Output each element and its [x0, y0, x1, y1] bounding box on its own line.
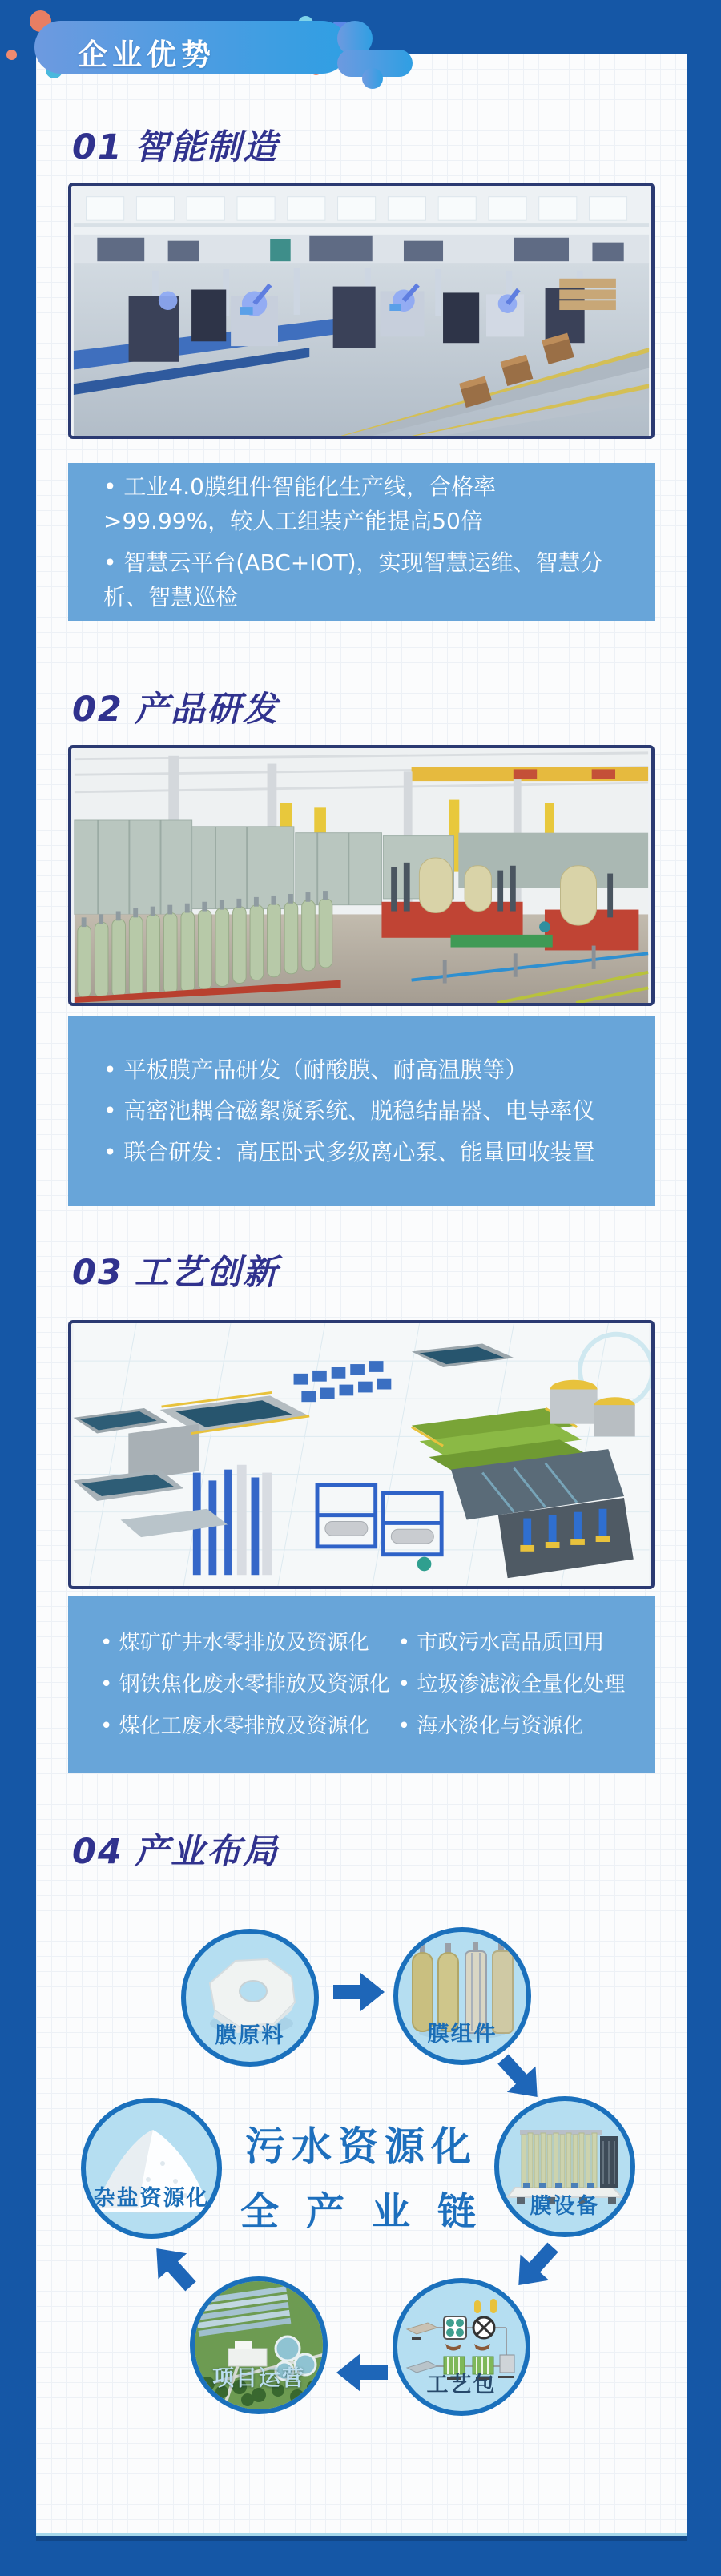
plant-render-illustration	[71, 1323, 651, 1586]
section-title-2	[72, 682, 279, 731]
workshop-illustration	[71, 748, 651, 1003]
bullet: • 智慧云平台(ABC+IOT)，实现智慧运维、智慧分析、智慧巡检	[103, 549, 603, 610]
bullet: • 垃圾渗滤液全量化处理	[397, 1672, 626, 1697]
bullet-column-right	[397, 1596, 626, 1773]
bullet-column-left	[100, 1596, 398, 1773]
section-number: 03	[72, 1253, 123, 1293]
bullet: • 平板膜产品研发（耐酸膜、耐高温膜等）	[103, 1056, 528, 1083]
header-banner	[23, 13, 440, 96]
section-name: 工艺创新	[134, 1253, 279, 1293]
node-salt-recycling	[81, 2098, 222, 2239]
node-process-package	[393, 2278, 530, 2416]
section-name: 产品研发	[134, 690, 279, 730]
node-membrane-module	[393, 1927, 531, 2065]
node-raw-material	[181, 1929, 319, 2067]
arrow-right-icon	[333, 1971, 386, 2013]
section-number: 02	[72, 690, 123, 730]
section-name: 智能制造	[134, 127, 279, 167]
info-box-1	[68, 463, 655, 621]
center-line-1: 污水资源化	[245, 2123, 477, 2170]
section-title-3	[72, 1246, 279, 1294]
center-line-2: 全产业链	[240, 2189, 503, 2234]
decor-dot-salmon-small	[6, 50, 17, 60]
factory-illustration	[71, 186, 651, 436]
node-label: 工艺包	[426, 2373, 497, 2397]
page-title: 企业优势	[78, 38, 215, 72]
bullet: • 煤矿矿井水零排放及资源化	[100, 1630, 369, 1655]
node-label: 项目运营	[212, 2366, 305, 2391]
bullet: • 市政污水高品质回用	[397, 1630, 605, 1655]
node-label: 膜设备	[530, 2194, 600, 2219]
section-title-4	[72, 1825, 279, 1874]
arrow-left-icon	[335, 2352, 388, 2393]
node-label: 膜组件	[427, 2022, 497, 2047]
smart-factory-photo	[68, 183, 655, 439]
bullet: • 高密池耦合磁絮凝系统、脱稳结晶器、电导率仪	[103, 1097, 595, 1125]
info-box-3	[68, 1596, 655, 1773]
rd-workshop-photo	[68, 745, 655, 1006]
bullet: • 工业4.0膜组件智能化生产线，合格率>99.99%，较人工组装产能提高50倍	[103, 473, 496, 535]
section-number: 01	[72, 127, 123, 167]
salt-pile-icon	[86, 2103, 217, 2234]
section-title-1	[72, 120, 279, 169]
diagram-center-text	[201, 2115, 522, 2236]
section-number: 04	[72, 1832, 123, 1872]
bullet: • 钢铁焦化废水零排放及资源化	[100, 1672, 390, 1697]
info-box-2	[68, 1016, 655, 1206]
bullet: • 联合研发：高压卧式多级离心泵、能量回收装置	[103, 1138, 595, 1165]
node-label: 膜原料	[215, 2023, 285, 2048]
process-plant-photo	[68, 1320, 655, 1589]
section-name: 产业布局	[134, 1832, 279, 1872]
bullet: • 煤化工废水零排放及资源化	[100, 1714, 369, 1739]
node-project-operation	[190, 2276, 328, 2414]
node-membrane-equipment	[494, 2096, 635, 2237]
bullet: • 海水淡化与资源化	[397, 1714, 584, 1739]
node-label: 杂盐资源化	[93, 2186, 210, 2211]
